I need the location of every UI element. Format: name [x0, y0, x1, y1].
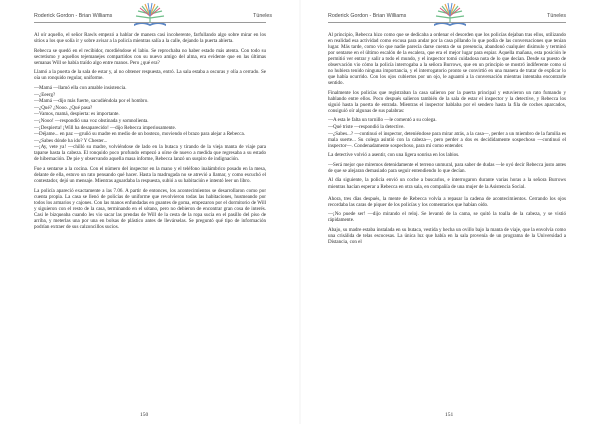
- paragraph: —¡Ay, vete ya! —chilló su madre, volviéndose de lado en la butaca y tirando de la vieja manta de viaje para taparse hasta la cabeza. El ronquido poco profundo empezó a oírse de nuevo a medida que regresaba a su estado de hibernación. De pie y observando aquella masa informe, Rebecca lanzó un suspiro de indignación.: [34, 144, 266, 163]
- running-header-author: Roderick Gordon - Brian Williams: [34, 13, 113, 19]
- page-number: 151: [445, 412, 454, 418]
- paragraph: Al principio, Rebecca hizo como que se dedicaba a ordenar el desorden que los policías dejaban tras ellos, utilizando en realidad esa actividad como excusa para andar por la casa pillando lo que podía de las conversaciones que tenían lugar. Más tarde, como vio que nadie parecía darse cuenta de su presencia, abandonó cualquier disimulo y terminó por sentarse en el último escalón de la escalera, que era el mejor lugar para espiar. Aquella mañana, esta posición le permitió ver entrar y salir a todo el mundo, y el inspector tomó cuidadosa nota de lo que decían. Desde su puesto de observación vio cómo la policía interrogaba a la señora Burrows, que en un principio se mostró indiferente como si no hubiera tenido ninguna importancia, y el interrogatorio pronto se convirtió en una manera de tratar de explicar lo que había ocurrido. Con los ojos cubiertos por un ojo, le aguantó a la conversación mientras intentaba encontrarle sentido.: [328, 32, 566, 87]
- header-rule: [328, 22, 566, 23]
- dialogue-line: —¿Sabes dónde ha ido? Y Chester...: [34, 137, 108, 144]
- dialogue-line: —Vamos, mamá, despierta: es importante.: [34, 111, 120, 118]
- paragraph: Fue a sentarse a la cocina. Con el número del inspector en la mano y el teléfono inalámbrico posado en la mesa, delante de ella, estuvo un rato pensando qué hacer. Hasta la madrugada no se atrevió a llamar, y como escuchó el contestador, dejó un mensaje. Mientras aguardaba la respuesta, subió a su habitación e intentó leer un libro.: [34, 166, 266, 185]
- dialogue-line: —¿Eeerg?: [34, 91, 56, 98]
- dialogue-line: —¡Nooo! —respondió una voz obstinada y somnolienta.: [34, 117, 149, 124]
- paragraph: Al oír aquello, el señor Rawls empezó a hablar de manera casi incoherente, farfullando algo sobre mirar en los sitios a los que solía ir y sobre avisar a la policía mientras salía a la calle, dejando la puerta abierta.: [34, 32, 266, 45]
- paragraph: La detective volvió a asentir, con una ligera sonrisa en los labios.: [328, 152, 460, 159]
- paragraph: Ahora, tres días después, la mente de Rebecca volvía a repasar la cadena de acontecimientos. Cerrando los ojos recordaba las caras de piquer de los policías y los comentarios que habían oído.: [328, 195, 566, 208]
- dialogue-line: —Mamá —llamó ella con amable insistencia.: [34, 84, 127, 91]
- dialogue-line: —Mamá —dijo más fuerte, sacudiéndola por el hombro.: [34, 98, 149, 105]
- dialogue-line: —Qué triste —respondió la detective.: [328, 124, 405, 130]
- book-logo-icon: [428, 2, 472, 28]
- dialogue-line: —¿Sabes...? —continuó el inspector, deteniéndose para mirar atrás, a la casa—, perder a un miembro de la familia es mala suerte... Su colega asintió con la cabeza—, pero perder a dos es decididamente sospechoso —continuó el inspector—. Condenadamente sospechoso, para mí como entender.: [328, 130, 566, 149]
- book-logo-icon: [128, 2, 172, 28]
- paragraph: Rebecca se quedó en el recibidor, mordiéndose el labio. Se reprochaba no haber estado más atenta. Con todo su secretismo y aquellos tejemanejes compartidos con su nuevo amigo del alma, era evidente que en las últimas semanas Will se había traído algo entre manos. Pero ¿qué era?: [34, 47, 266, 66]
- paragraph: Abajo, su madre estaba instalada en su butaca, vestida y hecha un ovillo bajo la manta de viaje, que la envolvía como una crisálida de telas escocesas. La única luz que había en la sala provenía de un programa de la Universidad a Distancia, con el: [328, 226, 566, 245]
- dialogue-line: —¡No puede ser! —dijo mirando el reloj. Se levantó de la cama, se quitó la toalla de la cabeza, y se vistió rápidamente.: [328, 211, 566, 224]
- running-header-title: Túneles: [547, 13, 566, 19]
- page-number: 150: [140, 412, 149, 418]
- paragraph: La policía apareció exactamente a las 7.06. A partir de entonces, los acontecimientos se desarrollaron como por cuenta propia. La casa se llenó de policías de uniforme que revolvieron todas las habitaciones, husmeando por todos los armarios y cajones. Con las manos enfundadas en guantes de goma, empezaron por el dormitorio de Will y siguieron con el resto de la casa, terminando en el sótano, pero no debieron de encontrar gran cosa de interés. Casi le bizqueaba cuando les vio sacar las prendas de Will de la cesta de la ropa sucia en el pasillo del piso de arriba, y meterlas una por una en bolsas de plástico antes de llevárselas. Se preguntó qué tipo de información podrían extraer de sus calzoncillos sucios.: [34, 187, 266, 230]
- paragraph: Al día siguiente, la policía envió un coche a buscarlos, e interrogaron durante varias horas a la señora Burrows mientras hacían esperar a Rebecca en otra sala, en compañía de una mujer de la Asistencia Social.: [328, 177, 566, 190]
- dialogue-line: —Déjame... en paz —gruñó su madre en medio de un bostezo, moviendo el brazo para alejar a Rebecca.: [34, 131, 246, 138]
- header-rule: [34, 22, 266, 23]
- dialogue-line: —¿Qué? ¿Nooo. ¿Qué pasa?: [34, 104, 93, 111]
- dialogue-line: —Será mejor que miremos detenidamente el terreno unmural, para saber de dudas —le oyó decir Rebecca justo antes de que se alejaran demasiado para seguir entendiendo lo que decían.: [328, 161, 566, 174]
- left-page-text: [34, 32, 266, 402]
- paragraph: Finalmente los policías que registraban la casa salieron por la puerta principal y estuvieron un rato fumando y hablando entre ellos. Poco después salieron también de la sala de estar el inspector y la detective, y Rebecca los siguió hasta la puerta de entrada. Mientras el inspector hablaba por el sendero hasta la fila de coches aparcados, consiguió oír algunas de sus palabras:: [328, 89, 566, 114]
- dialogue-line: —¡Despierta! ¡Will ha desaparecido! —dijo Rebecca imperiosamente.: [34, 124, 177, 131]
- right-page-text: [328, 32, 566, 402]
- right-page: [300, 0, 600, 424]
- paragraph: Llamó a la puerta de la sala de estar y, al no obtener respuesta, entró. La sala estaba a oscuras y olía a cerrado. Se oía un ronquido regular, uniforme.: [34, 69, 266, 82]
- running-header-title: Túneles: [253, 13, 272, 19]
- dialogue-line: —A esta le falta un tornillo —le comentó a su colega.: [328, 117, 437, 124]
- running-header-author: Roderick Gordon - Brian Williams: [328, 13, 407, 19]
